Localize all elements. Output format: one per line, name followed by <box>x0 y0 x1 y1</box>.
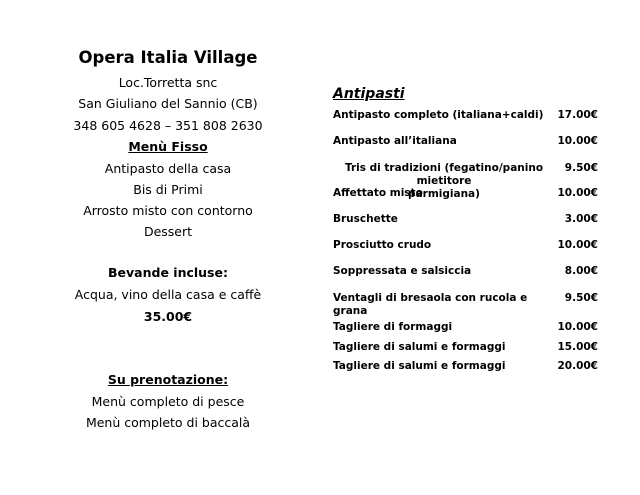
antipasti-title: Antipasti <box>333 86 405 102</box>
fixed-menu-course: Antipasto della casa <box>104 161 232 176</box>
menu-item-price: 10.00€ <box>557 321 598 333</box>
menu-item-price: 10.00€ <box>557 135 598 147</box>
menu-item-price: 3.00€ <box>564 213 598 225</box>
fixed-menu-course: Dessert <box>143 224 193 239</box>
reservation-title: Su prenotazione: <box>107 372 229 387</box>
restaurant-name: Opera Italia Village <box>78 48 258 67</box>
menu-item-price: 9.50€ <box>564 162 598 174</box>
menu-item-price: 10.00€ <box>557 187 598 199</box>
menu-item-name-line: Tris di tradizioni (fegatino/panino mietitore <box>344 162 544 187</box>
menu-item-price: 20.00€ <box>557 360 598 372</box>
menu-item-price: 8.00€ <box>564 265 598 277</box>
reservation-item: Menù completo di baccalà <box>85 415 251 430</box>
menu-item-name: Tagliere di formaggi <box>333 321 453 333</box>
fixed-menu-title: Menù Fisso <box>128 139 208 154</box>
fixed-menu-price: 35.00€ <box>143 309 193 324</box>
menu-item-price: 15.00€ <box>557 341 598 353</box>
address-line-1: Loc.Torretta snc <box>118 75 218 90</box>
menu-item-name: Bruschette <box>333 213 398 225</box>
menu-item-name: Tagliere di salumi e formaggi <box>333 341 506 353</box>
menu-item-name: Antipasto all’italiana <box>333 135 457 147</box>
menu-item-name: Prosciutto crudo <box>333 239 432 251</box>
drinks-title: Bevande incluse: <box>108 265 228 280</box>
fixed-menu-course: Bis di Primi <box>133 182 203 197</box>
menu-item-name: Antipasto completo (italiana+caldi) <box>333 109 544 121</box>
menu-item-name: Ventagli di bresaola con rucola e grana <box>333 292 528 317</box>
menu-item-name: Soppressata e salsiccia <box>333 265 472 277</box>
menu-item-name: Tagliere di salumi e formaggi <box>333 360 506 372</box>
menu-item-price: 17.00€ <box>557 109 598 121</box>
menu-item-price: 10.00€ <box>557 239 598 251</box>
drinks-included: Acqua, vino della casa e caffè <box>74 287 262 302</box>
address-line-2: San Giuliano del Sannio (CB) <box>78 96 258 111</box>
phone-numbers: 348 605 4628 – 351 808 2630 <box>73 118 263 133</box>
menu-item-price: 9.50€ <box>564 292 598 304</box>
menu-item-name-line: parmigiana) <box>408 188 480 200</box>
menu-item-name: Affettato misto <box>333 187 423 199</box>
reservation-item: Menù completo di pesce <box>91 394 245 409</box>
fixed-menu-course: Arrosto misto con contorno <box>83 203 253 218</box>
